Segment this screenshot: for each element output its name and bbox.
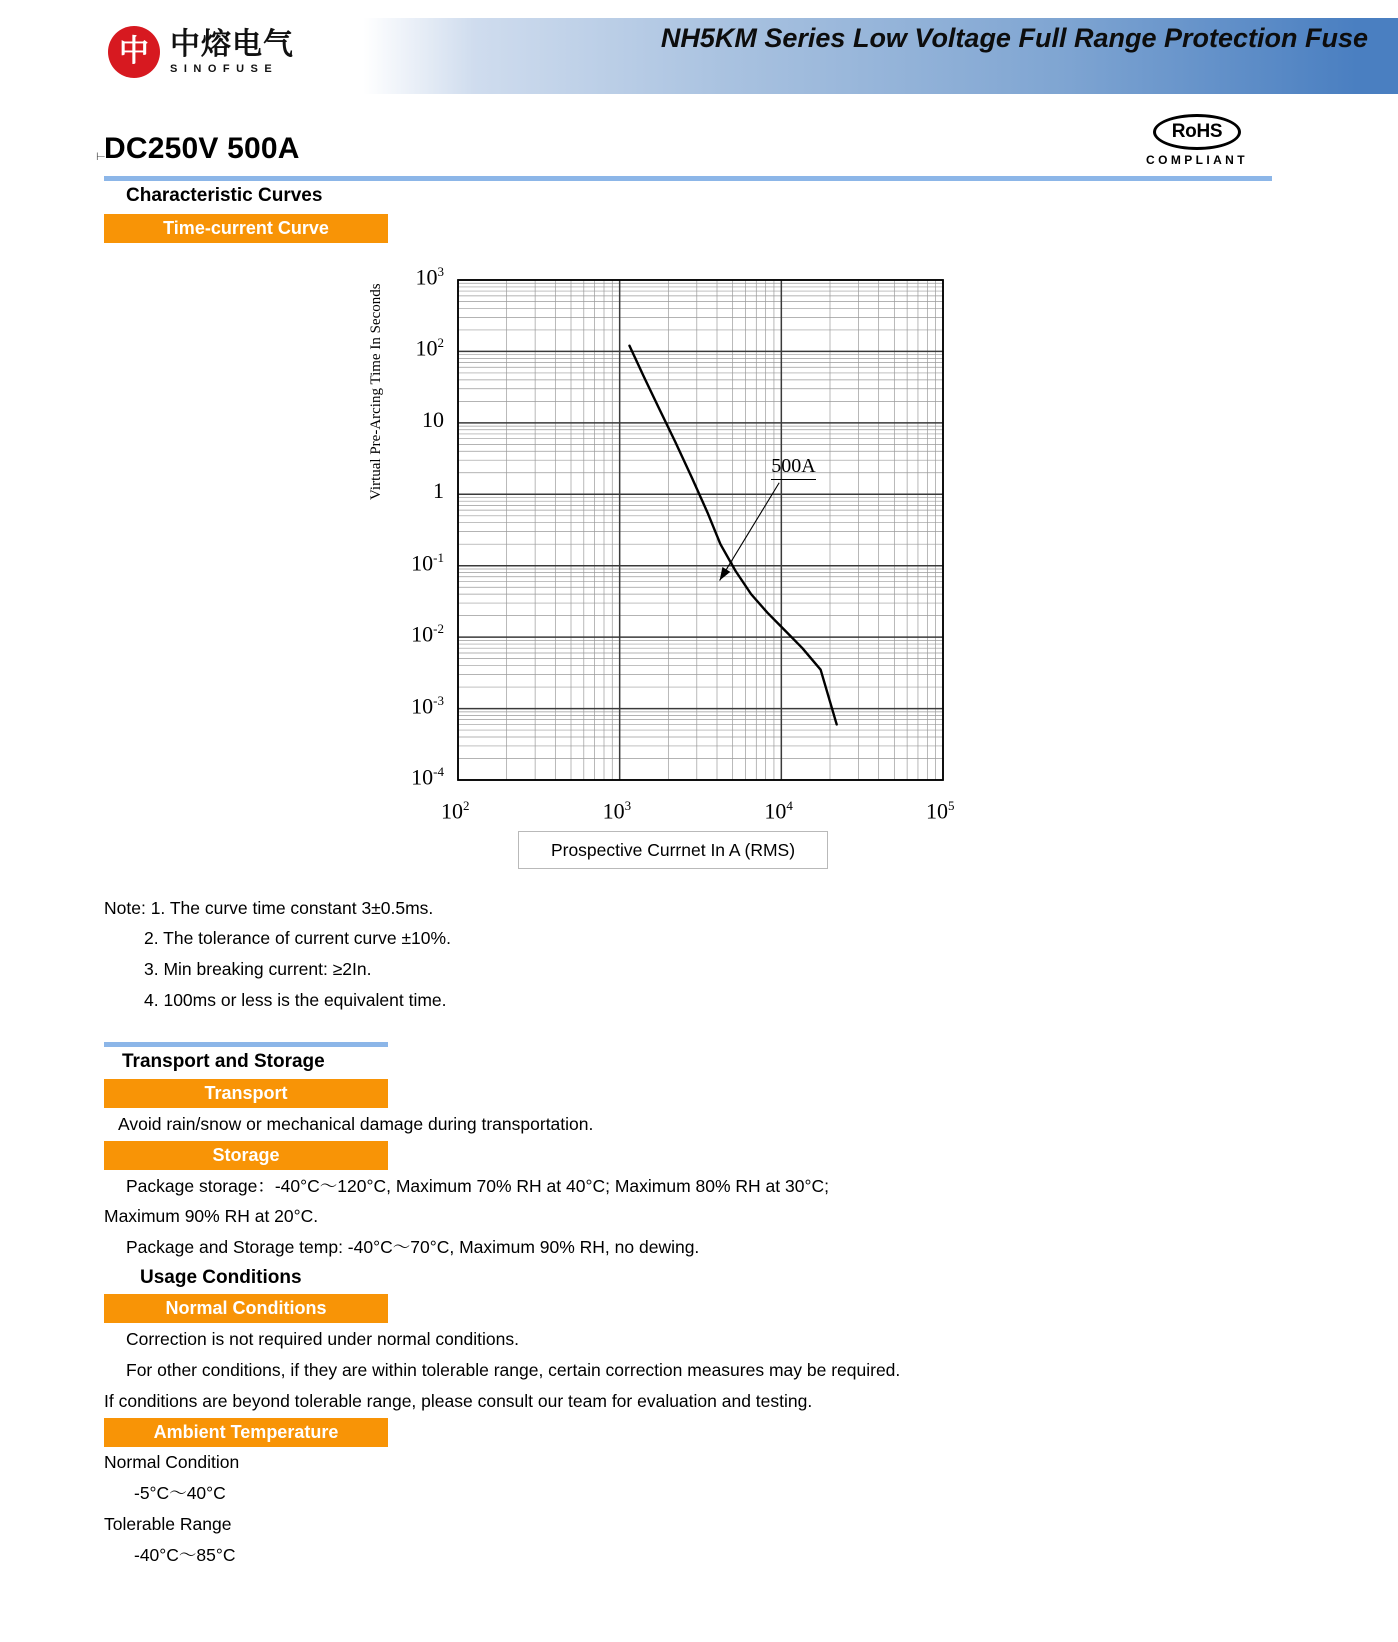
y-axis-tick: $10^2$: [415, 335, 444, 361]
section-heading-characteristic-curves: Characteristic Curves: [126, 185, 323, 206]
chart-plot-svg: [380, 255, 980, 875]
logo-glyph: 中: [119, 34, 149, 69]
ambient-tolerable-value: -40°C～85°C: [134, 1545, 236, 1565]
x-axis-tick: $10^2$: [441, 798, 470, 824]
time-current-chart: [368, 255, 980, 875]
section-heading-usage-conditions: Usage Conditions: [140, 1267, 302, 1288]
rohs-oval-icon: RoHS: [1153, 114, 1241, 150]
normal-conditions-line-1: Correction is not required under normal conditions.: [126, 1329, 519, 1349]
storage-line-1: Package storage：-40°C～120°C, Maximum 70% RH at 40°C; Maximum 80% RH at 30°C;: [126, 1176, 829, 1196]
curve-annotation-500a: 500A: [771, 455, 815, 480]
storage-line-2: Maximum 90% RH at 20°C.: [104, 1206, 319, 1226]
y-axis-tick: $10^{-3}$: [411, 692, 444, 718]
page-title: DC250V 500A: [104, 132, 300, 165]
note-2: 2. The tolerance of current curve ±10%.: [144, 928, 451, 948]
x-axis-tick: $10^5$: [926, 798, 955, 824]
normal-conditions-line-3: If conditions are beyond tolerable range, please consult our team for evaluation and testing.: [104, 1391, 813, 1411]
chart-y-axis-label: Virtual Pre-Arcing Time In Seconds: [368, 283, 384, 500]
ambient-normal-value: -5°C～40°C: [134, 1483, 226, 1503]
x-axis-tick: $10^3$: [602, 798, 632, 824]
subsection-storage: Storage: [104, 1141, 388, 1170]
normal-conditions-line-2: For other conditions, if they are within tolerable range, certain correction measures may be required.: [126, 1360, 901, 1380]
y-axis-tick: $10^{-1}$: [411, 549, 444, 576]
rohs-compliant-label: COMPLIANT: [1146, 153, 1248, 167]
page-margin-mark: ⊢: [96, 151, 106, 163]
storage-line-3: Package and Storage temp: -40°C～70°C, Maximum 90% RH, no dewing.: [126, 1237, 700, 1257]
sinofuse-logo-icon: [108, 26, 160, 78]
divider-transport-storage: [104, 1042, 388, 1047]
company-logo: [108, 26, 294, 78]
y-axis-tick: 1: [433, 478, 444, 504]
logo-wordmark: [170, 26, 294, 75]
subsection-ambient-temperature: Ambient Temperature: [104, 1418, 388, 1447]
y-axis-tick: $10^3$: [415, 264, 444, 290]
divider-characteristic-curves: [104, 176, 1272, 181]
note-1: Note: 1. The curve time constant 3±0.5ms.: [104, 898, 434, 918]
rohs-badge: [1122, 114, 1272, 167]
ambient-tolerable-label: Tolerable Range: [104, 1514, 232, 1534]
chart-x-axis-caption: Prospective Currnet In A (RMS): [518, 831, 828, 869]
subsection-time-current-curve: Time-current Curve: [104, 214, 388, 243]
note-4: 4. 100ms or less is the equivalent time.: [144, 990, 447, 1010]
subsection-normal-conditions: Normal Conditions: [104, 1294, 388, 1323]
note-3: 3. Min breaking current: ≥2In.: [144, 959, 372, 979]
y-axis-tick: 10: [422, 406, 444, 432]
logo-english-name: SINOFUSE: [170, 62, 279, 75]
transport-description: Avoid rain/snow or mechanical damage during transportation.: [118, 1114, 594, 1134]
section-heading-transport-storage: Transport and Storage: [122, 1051, 325, 1072]
y-axis-tick: $10^{-4}$: [411, 764, 444, 790]
ambient-normal-label: Normal Condition: [104, 1452, 240, 1472]
subsection-transport: Transport: [104, 1079, 388, 1108]
logo-chinese-name: 中熔电气: [170, 26, 294, 62]
header-title: NH5KM Series Low Voltage Full Range Protection Fuse: [660, 22, 1368, 53]
x-axis-tick: $10^4$: [764, 798, 793, 824]
y-axis-tick: $10^{-2}$: [411, 621, 444, 647]
